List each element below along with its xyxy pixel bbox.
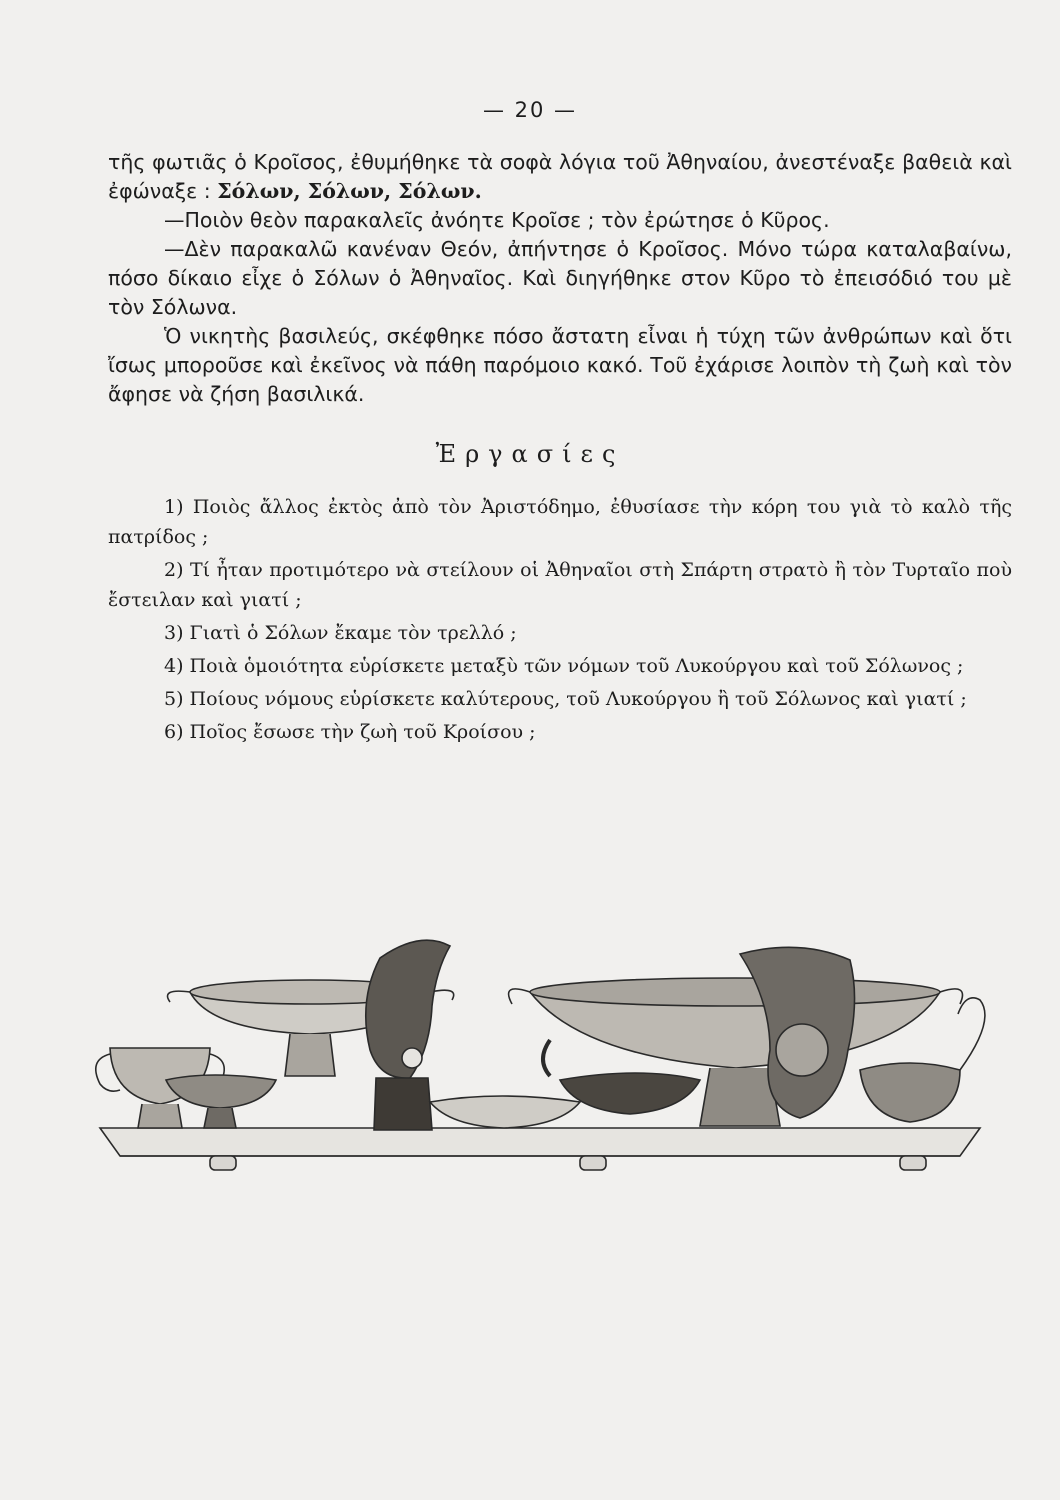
narrative-paragraph-1 bbox=[108, 148, 1012, 206]
exercise-item: 3) Γιατὶ ὁ Σόλων ἔκαμε τὸν τρελλό ; bbox=[164, 622, 517, 644]
narrative-paragraph-1-text: τῆς φωτιᾶς ὁ Κροῖσος, ἐθυμήθηκε τὰ σοφὰ λόγια τοῦ Ἀθηναίου, ἀνεστέναξε βαθειὰ καὶ ἐφώναξε : bbox=[108, 150, 1012, 203]
narrative-paragraph-3: —Δὲν παρακαλῶ κανέναν Θεόν, ἀπήντησε ὁ Κροῖσος. Μόνο τώρα καταλαβαίνω, πόσο δίκαιο εἶχε ὁ Σόλων ὁ Ἀθηναῖος. Καὶ διηγήθηκε στον Κῦρο τὸ ἐπεισόδιό του μὲ τὸν Σόλωνα. bbox=[108, 237, 1012, 319]
narrative-paragraph-2: —Ποιὸν θεὸν παρακαλεῖς ἀνόητε Κροῖσε ; τὸν ἐρώτησε ὁ Κῦρος. bbox=[164, 208, 830, 232]
exercise-item: 4) Ποιὰ ὁμοιότητα εὑρίσκετε μεταξὺ τῶν νόμων τοῦ Λυκούργου καὶ τοῦ Σόλωνος ; bbox=[164, 655, 964, 677]
solon-exclamation: Σόλων, Σόλων, Σόλων. bbox=[217, 179, 482, 203]
exercise-item: 5) Ποίους νόμους εὑρίσκετε καλύτερους, τοῦ Λυκούργου ἢ τοῦ Σόλωνος καὶ γιατί ; bbox=[164, 688, 967, 710]
narrative-paragraph-4: Ὁ νικητὴς βασιλεύς, σκέφθηκε πόσο ἄστατη εἶναι ἡ τύχη τῶν ἀνθρώπων καὶ ὅτι ἴσως μποροῦσε καὶ ἐκεῖνος νὰ πάθη παρόμοιο κακό. Τοῦ ἐχάρισε λοιπὸν τὴ ζωὴ καὶ τὸν ἄφησε νὰ ζήση βασιλικά. bbox=[108, 324, 1012, 406]
exercises-list bbox=[108, 492, 1012, 750]
page-number: — 20 — bbox=[482, 98, 578, 122]
exercise-item: 1) Ποιὸς ἄλλος ἐκτὸς ἀπὸ τὸν Ἀριστόδημο, ἐθυσίασε τὴν κόρη του γιὰ τὸ καλὸ τῆς πατρίδος ; bbox=[108, 496, 1012, 548]
exercise-item: 6) Ποῖος ἔσωσε τὴν ζωὴ τοῦ Κροίσου ; bbox=[164, 721, 536, 743]
narrative-text bbox=[108, 148, 1012, 409]
pottery-illustration bbox=[80, 930, 1000, 1210]
exercise-item: 2) Τί ἦταν προτιμότερο νὰ στείλουν οἱ Ἀθηναῖοι στὴ Σπάρτη στρατὸ ἢ τὸν Τυρταῖο ποὺ ἔστειλαν καὶ γιατί ; bbox=[108, 559, 1012, 611]
exercises-heading: Ἐργασίες bbox=[435, 440, 625, 468]
